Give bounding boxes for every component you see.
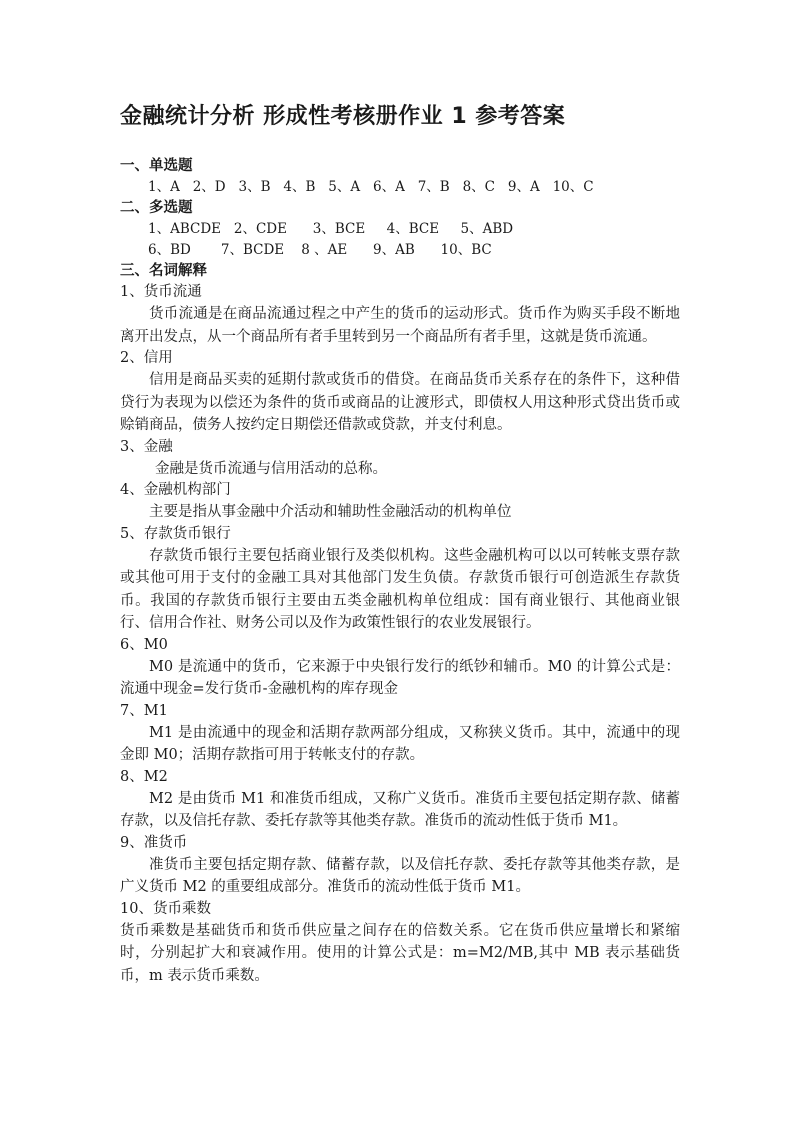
section-heading-terms: 三、名词解释 <box>120 263 207 279</box>
term-heading: 1、货币流通 <box>120 284 202 300</box>
term-definition: 准货币主要包括定期存款、储蓄存款，以及信托存款、委托存款等其他类存款，是广义货币 M2 的重要组成部分。准货币的流动性低于货币 M1。 <box>120 856 680 895</box>
term-definition: 存款货币银行主要包括商业银行及类似机构。这些金融机构可以以可转帐支票存款或其他可用于支付的金融工具对其他部门发生负债。存款货币银行可创造派生存款货币。我国的存款货币银行主要由五类金融机构单位组成：国有商业银行、其他商业银行、信用合作社、财务公司以及作为政策性银行的农业发展银行。 <box>120 547 680 631</box>
term-heading: 3、金融 <box>120 438 173 455</box>
multiple-choice-answers-row-2: 6、BD 7、BCDE 8 、AE 9、AB 10、BC <box>148 242 492 258</box>
section-heading-single-choice: 一、单选题 <box>120 158 193 174</box>
term-definition: 货币乘数是基础货币和货币供应量之间存在的倍数关系。它在货币供应量增长和紧缩时，分别起扩大和衰减作用。使用的计算公式是：m=M2/MB,其中 MB 表示基础货币，m 表示货币乘数。 <box>120 922 680 984</box>
term-heading: 7、M1 <box>120 702 168 719</box>
term-heading: 8、M2 <box>120 768 168 785</box>
term-heading: 5、存款货币银行 <box>120 525 231 542</box>
term-definition: 主要是指从事金融中介活动和辅助性金融活动的机构单位 <box>149 504 512 520</box>
multiple-choice-answers-row-1: 1、ABCDE 2、CDE 3、BCE 4、BCE 5、ABD <box>148 221 514 237</box>
term-definition: M1 是由流通中的现金和活期存款两部分组成，又称狭义货币。其中，流通中的现金即 M0；活期存款指可用于转帐支付的存款。 <box>120 724 680 763</box>
term-definition: M0 是流通中的货币，它来源于中央银行发行的纸钞和辅币。M0 的计算公式是：流通中现金=发行货币-金融机构的库存现金 <box>120 658 680 697</box>
term-definition: 信用是商品买卖的延期付款或货币的借贷。在商品货币关系存在的条件下，这种借贷行为表现为以偿还为条件的货币或商品的让渡形式，即债权人用这种形式贷出货币或赊销商品，债务人按约定日期偿还借款或贷款，并支付利息。 <box>120 372 680 433</box>
document-title: 金融统计分析 形成性考核册作业 1 参考答案 <box>120 104 566 129</box>
term-heading: 2、信用 <box>120 350 173 366</box>
term-definition: 货币流通是在商品流通过程之中产生的货币的运动形式。货币作为购买手段不断地离开出发点，从一个商品所有者手里转到另一个商品所有者手里，这就是货币流通。 <box>120 306 680 345</box>
single-choice-answers: 1、A 2、D 3、B 4、B 5、A 6、A 7、B 8、C 9、A 10、C <box>148 179 594 195</box>
section-heading-multiple-choice: 二、多选题 <box>120 200 193 216</box>
term-definition: 金融是货币流通与信用活动的总称。 <box>155 460 387 477</box>
term-heading: 9、准货币 <box>120 834 188 851</box>
term-definition: M2 是由货币 M1 和准货币组成，又称广义货币。准货币主要包括定期存款、储蓄存款，以及信托存款、委托存款等其他类存款。准货币的流动性低于货币 M1。 <box>120 790 680 829</box>
term-heading: 10、货币乘数 <box>120 900 211 917</box>
term-heading: 4、金融机构部门 <box>120 482 231 498</box>
term-heading: 6、M0 <box>120 636 168 653</box>
